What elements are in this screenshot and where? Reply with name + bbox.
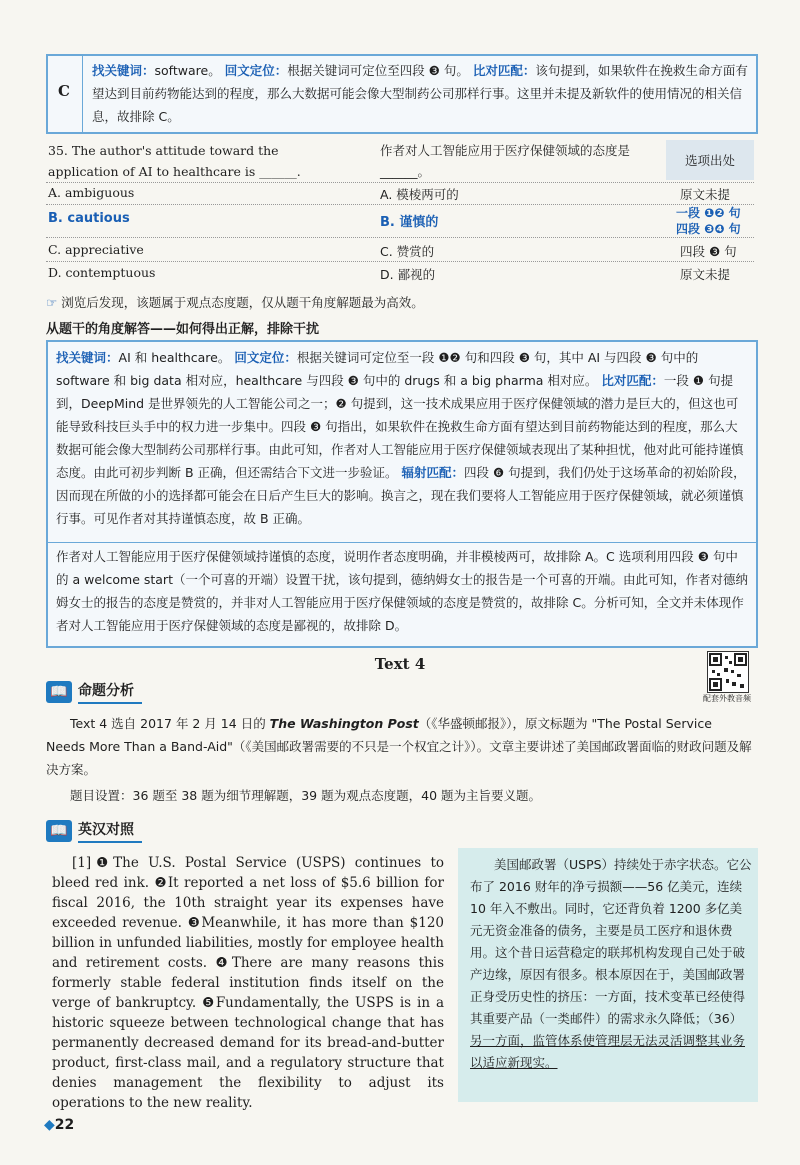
text-4-title: Text 4: [374, 655, 426, 673]
option-c-en: C. appreciative: [48, 242, 144, 257]
option-b-en: B. cautious: [48, 211, 130, 226]
source-header: 选项出处: [666, 140, 754, 180]
option-a-cn: A. 模棱两可的: [380, 187, 459, 202]
answer-36-underline: 另一方面，监管体系使管理层无法灵活调整其业务以适应新现实。: [470, 1033, 746, 1070]
option-d-source: 原文未提: [680, 267, 731, 282]
text-4-intro: Text 4 选自 2017 年 2 月 14 日的 The Washington Post（《华盛顿邮报》），原文标题为 "The Postal Service Needs More Than a Band-Aid"（《美国邮政署需要的不只是一个权宜之计》）。文章主要讲述了美国邮政署面临的财政问题及解决方案。: [46, 716, 752, 777]
qr-caption: 配套外教音频: [703, 694, 751, 703]
option-b-source-2: 四段 ❸❹ 句: [676, 222, 741, 236]
cap-icon: ◆: [44, 1117, 55, 1133]
chinese-paragraph-1: 美国邮政署（USPS）持续处于赤字状态。它公布了 2016 财年的净亏损额——56 亿美元，连续 10 年入不敷出。同时，它还背负着 1200 多亿美元无资金准备的债务，主要是员工医疗和退休费用。这个昔日运营稳定的联邦机构发现自己处于破产边缘，原因有很多。根本原因在于，美国邮政署正身受历史性的挤压：一方面，技术变革已经使得其重要产品（一类邮件）的需求永久降低；（36）另一方面，监管体系使管理层无法灵活调整其业务以适应新现实。: [470, 857, 752, 1070]
question-35-stem-en: 35. The author's attitude toward the application of AI to healthcare is ______.: [48, 143, 301, 179]
option-letter: C: [58, 82, 70, 100]
page-number: ◆22: [44, 1117, 75, 1133]
section-header-analysis: 📖 命题分析: [46, 681, 142, 703]
option-b-source-1: 一段 ❶❷ 句: [676, 206, 741, 220]
chinese-translation-box: [458, 848, 758, 1102]
option-c-analysis-box: [46, 54, 758, 134]
option-c-cn: C. 赞赏的: [380, 244, 435, 259]
qr-code[interactable]: [707, 651, 749, 693]
solution-subheading: 从题干的角度解答——如何得出正解，排除干扰: [46, 322, 320, 337]
option-c-source: 四段 ❸ 句: [680, 244, 737, 259]
english-paragraph-1: [1]❶The U.S. Postal Service (USPS) continues to bleed red ink. ❷It reported a net loss of $5.6 billion for fiscal 2016, the 10th straight year its expenses have exceeded revenue. ❸Meanwhile, it has more than $120 billion in unfunded liabilities, mostly for employee health and retirement costs. ❹There are many reasons this formerly stable federal institution finds itself on the verge of bankruptcy. ❺Fundamentally, the USPS is in a historic squeeze between technological change that has permanently decreased demand for its bread-and-butter product, first-class mail, and a regulatory structure that denies management the flexibility to adjust its operations to the new reality.: [52, 855, 444, 1111]
pointer-icon: ☞: [46, 295, 58, 310]
option-d-en: D. contemptuous: [48, 265, 156, 280]
section-header-bilingual: 📖 英汉对照: [46, 820, 142, 842]
analysis-box: [46, 340, 758, 648]
book-icon: 📖: [46, 820, 72, 842]
option-a-source: 原文未提: [680, 187, 731, 202]
browse-note: ☞ 浏览后发现，该题属于观点态度题，仅从题干角度解题最为高效。: [46, 295, 424, 310]
option-d-cn: D. 鄙视的: [380, 267, 436, 282]
question-setting: 题目设置：36 题至 38 题为细节理解题，39 题为观点态度题，40 题为主旨要义题。: [70, 788, 541, 803]
option-c-analysis-text: 找关键词：software。 回文定位：根据关键词可定位至四段 ❸ 句。 比对匹配：该句提到，如果软件在挽救生命方面有望达到目前药物能达到的程度，那么大数据可能会像大型制药公司那样行事。这里并未提及新软件的使用情况的相关信息，故排除 C。: [92, 63, 748, 124]
book-icon: 📖: [46, 681, 72, 703]
option-b-cn: B. 谨慎的: [380, 215, 439, 230]
analysis-part-1: 找关键词：AI 和 healthcare。 回文定位：根据关键词可定位至一段 ❶❷ 句和四段 ❸ 句，其中 AI 与四段 ❸ 句中的 software 和 big data 相对应，healthcare 与四段 ❸ 句中的 drugs 和 a big pharma 相对应。 比对匹配：一段 ❶ 句提到，DeepMind 是世界领先的人工智能公司之一；❷ 句提到，这一技术成果应用于医疗保健领域的潜力是巨大的，但这也可能导致科技巨头手中的权力进一步集中。四段 ❸ 句指出，如果软件在挽救生命方面有望达到目前药物能达到的程度，那么大数据可能会像大型制药公司那样行事。由此可知，作者对人工智能应用于医疗保健领域表现出了某种担忧，他对此可能持谨慎态度。由此可初步判断 B 正确，但还需结合下文进一步验证。 辐射匹配：四段 ❻ 句提到，我们仍处于这场革命的初始阶段，因而现在所做的小的选择都可能会在日后产生巨大的影响。换言之，现在我们要将人工智能应用于医疗保健领域，就必须谨慎行事。可见作者对其持谨慎态度，故 B 正确。: [56, 350, 746, 526]
analysis-part-2: 作者对人工智能应用于医疗保健领域持谨慎的态度，说明作者态度明确，并非模棱两可，故排除 A。C 选项利用四段 ❸ 句中的 a welcome start（一个可喜的开端）设置干扰，该句提到，德纳姆女士的报告是一个可喜的开端。由此可知，作者对德纳姆女士的报告的态度是赞赏的，并非对人工智能应用于医疗保健领域的态度是赞赏的，故排除 C。分析可知，全文并未体现作者对人工智能应用于医疗保健领域的态度是鄙视的，故排除 D。: [56, 549, 748, 633]
question-35-stem-cn: 作者对人工智能应用于医疗保健领域的态度是______。: [380, 143, 631, 179]
option-a-en: A. ambiguous: [48, 185, 135, 200]
